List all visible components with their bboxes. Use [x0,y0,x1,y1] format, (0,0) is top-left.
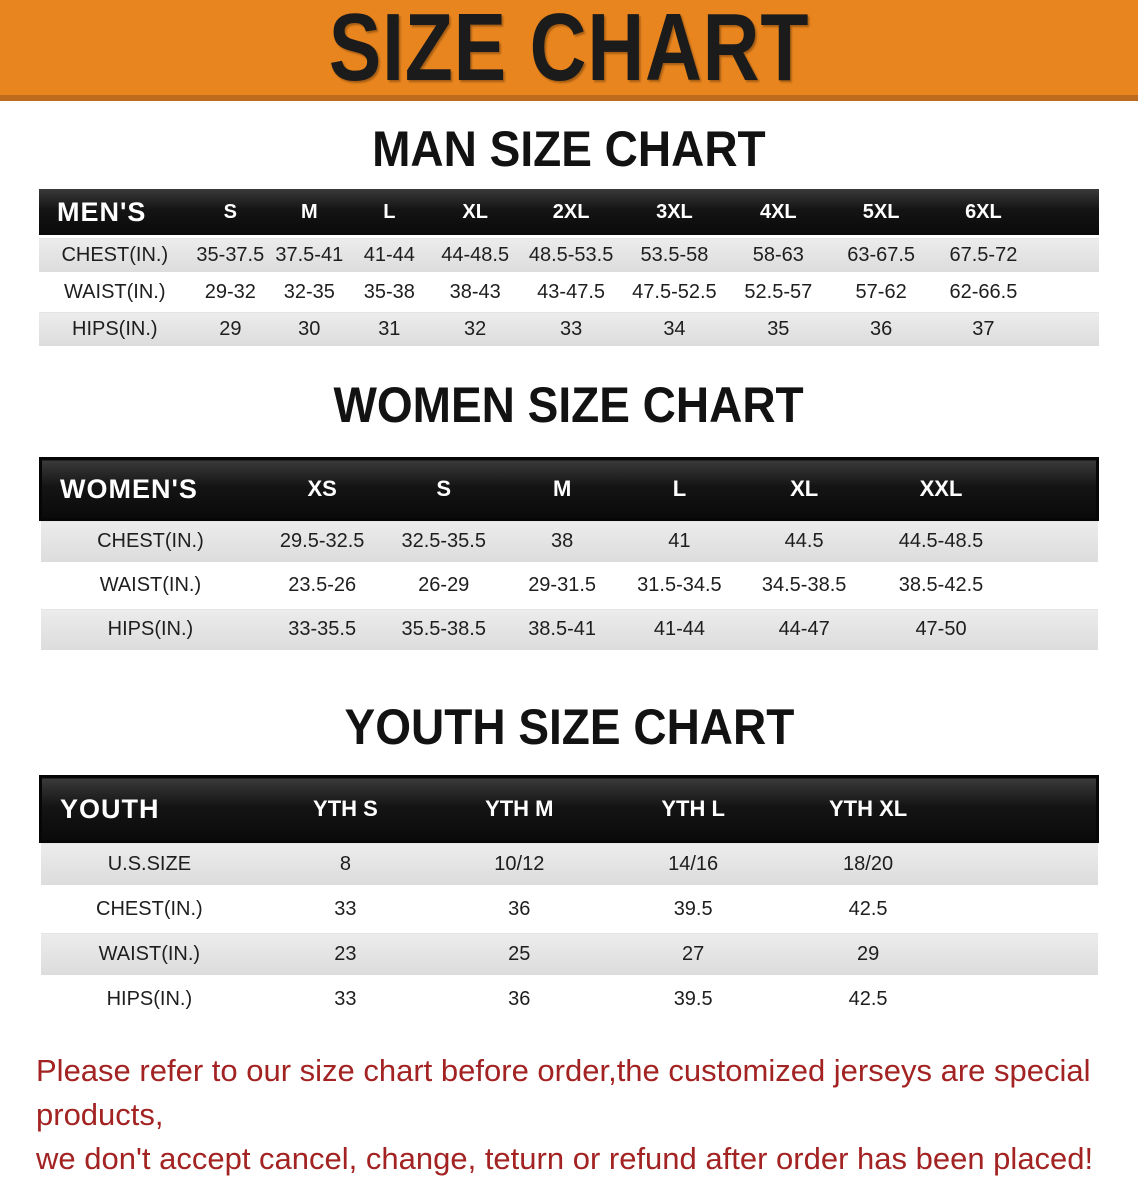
measurement-cell: 52.5-57 [727,274,830,311]
banner-title: SIZE CHART [328,0,810,101]
row-filler [1034,311,1099,348]
youth-row-hips-in [41,977,1098,1022]
measurement-cell: 27 [606,932,780,977]
mens-size-header: XL [430,189,520,237]
mens-row-hips-in [39,311,1099,348]
row-filler [1012,564,1098,608]
womens-size-header: S [384,459,503,520]
measurement-cell: 43-47.5 [520,274,622,311]
youth-size-header: YTH M [433,777,606,842]
measurement-cell: 32 [430,311,520,348]
womens-size-header: L [621,459,738,520]
measurement-cell: 38 [503,520,620,564]
measurement-cell: 44-48.5 [430,237,520,274]
measurement-cell: 63-67.5 [830,237,933,274]
measurement-cell: 38.5-41 [503,608,620,652]
youth-size-table [39,775,1099,1023]
measurement-cell: 35-37.5 [191,237,271,274]
measurement-cell: 35.5-38.5 [384,608,503,652]
measurement-cell: 57-62 [830,274,933,311]
measurement-cell: 23 [258,932,432,977]
measurement-cell: 14/16 [606,842,780,887]
measurement-cell: 39.5 [606,887,780,932]
measurement-cell: 29-32 [191,274,271,311]
women-section-heading-text: WOMEN SIZE CHART [333,377,805,433]
size-chart-banner [0,0,1138,101]
measurement-cell: 41 [621,520,738,564]
measurement-cell: 29 [191,311,271,348]
row-label: CHEST(IN.) [41,887,259,932]
mens-row-chest-in [39,237,1099,274]
womens-size-header: XXL [870,459,1012,520]
youth-header-filler [956,777,1098,842]
measurement-cell: 10/12 [433,842,606,887]
youth-section-heading [0,701,1138,753]
row-label: CHEST(IN.) [39,237,191,274]
measurement-cell: 30 [270,311,348,348]
row-filler [956,887,1098,932]
measurement-cell: 42.5 [780,887,955,932]
measurement-cell: 34 [622,311,727,348]
order-policy-line-2: we don't accept cancel, change, teturn or refund after order has been placed! [36,1141,1094,1176]
mens-size-header: 5XL [830,189,933,237]
measurement-cell: 37.5-41 [270,237,348,274]
measurement-cell: 58-63 [727,237,830,274]
youth-row-u-s-size [41,842,1098,887]
measurement-cell: 38-43 [430,274,520,311]
section-men [0,123,1138,349]
youth-row-waist-in [41,932,1098,977]
row-label: HIPS(IN.) [39,311,191,348]
row-label: HIPS(IN.) [41,608,261,652]
measurement-cell: 33 [258,887,432,932]
womens-row-hips-in [41,608,1098,652]
mens-size-header: S [191,189,271,237]
row-label: HIPS(IN.) [41,977,259,1022]
measurement-cell: 36 [433,887,606,932]
measurement-cell: 23.5-26 [260,564,384,608]
youth-size-header: YTH XL [780,777,955,842]
womens-row-waist-in [41,564,1098,608]
measurement-cell: 33 [520,311,622,348]
mens-size-header: L [349,189,431,237]
row-filler [1012,520,1098,564]
mens-header-label: MEN'S [39,189,191,237]
measurement-cell: 35 [727,311,830,348]
measurement-cell: 41-44 [621,608,738,652]
measurement-cell: 44.5 [738,520,870,564]
row-label: WAIST(IN.) [41,564,261,608]
measurement-cell: 33 [258,977,432,1022]
womens-size-table [39,457,1099,653]
mens-size-header: 3XL [622,189,727,237]
womens-header-row [41,459,1098,520]
womens-size-header: M [503,459,620,520]
measurement-cell: 8 [258,842,432,887]
row-filler [1034,274,1099,311]
measurement-cell: 31.5-34.5 [621,564,738,608]
measurement-cell: 36 [433,977,606,1022]
measurement-cell: 47.5-52.5 [622,274,727,311]
womens-header-filler [1012,459,1098,520]
youth-section-heading-text: YOUTH SIZE CHART [344,699,794,755]
womens-size-header: XL [738,459,870,520]
mens-row-waist-in [39,274,1099,311]
womens-header-label: WOMEN'S [41,459,261,520]
measurement-cell: 34.5-38.5 [738,564,870,608]
measurement-cell: 36 [830,311,933,348]
measurement-cell: 67.5-72 [933,237,1035,274]
row-label: WAIST(IN.) [41,932,259,977]
womens-row-chest-in [41,520,1098,564]
measurement-cell: 44-47 [738,608,870,652]
mens-size-header: M [270,189,348,237]
youth-size-header: YTH S [258,777,432,842]
section-youth [0,701,1138,1023]
measurement-cell: 29 [780,932,955,977]
measurement-cell: 29.5-32.5 [260,520,384,564]
row-filler [956,842,1098,887]
measurement-cell: 41-44 [349,237,431,274]
measurement-cell: 32-35 [270,274,348,311]
row-filler [1012,608,1098,652]
youth-header-label: YOUTH [41,777,259,842]
mens-size-header: 2XL [520,189,622,237]
men-section-heading-text: MAN SIZE CHART [372,121,766,177]
measurement-cell: 33-35.5 [260,608,384,652]
measurement-cell: 44.5-48.5 [870,520,1012,564]
youth-size-header: YTH L [606,777,780,842]
womens-size-header: XS [260,459,384,520]
youth-header-row [41,777,1098,842]
order-policy-line-1: Please refer to our size chart before order,the customized jerseys are special products, [36,1053,1091,1132]
row-label: CHEST(IN.) [41,520,261,564]
mens-size-table [39,189,1099,349]
measurement-cell: 18/20 [780,842,955,887]
measurement-cell: 35-38 [349,274,431,311]
measurement-cell: 62-66.5 [933,274,1035,311]
row-filler [1034,237,1099,274]
women-section-heading [0,379,1138,431]
measurement-cell: 53.5-58 [622,237,727,274]
row-filler [956,977,1098,1022]
row-label: U.S.SIZE [41,842,259,887]
youth-row-chest-in [41,887,1098,932]
mens-size-header: 6XL [933,189,1035,237]
measurement-cell: 38.5-42.5 [870,564,1012,608]
measurement-cell: 31 [349,311,431,348]
measurement-cell: 32.5-35.5 [384,520,503,564]
measurement-cell: 29-31.5 [503,564,620,608]
measurement-cell: 47-50 [870,608,1012,652]
mens-header-filler [1034,189,1099,237]
measurement-cell: 26-29 [384,564,503,608]
order-policy-note [36,1049,1138,1181]
measurement-cell: 37 [933,311,1035,348]
measurement-cell: 48.5-53.5 [520,237,622,274]
measurement-cell: 25 [433,932,606,977]
measurement-cell: 42.5 [780,977,955,1022]
measurement-cell: 39.5 [606,977,780,1022]
mens-header-row [39,189,1099,237]
men-section-heading [0,123,1138,175]
row-label: WAIST(IN.) [39,274,191,311]
row-filler [956,932,1098,977]
mens-size-header: 4XL [727,189,830,237]
section-women [0,379,1138,653]
